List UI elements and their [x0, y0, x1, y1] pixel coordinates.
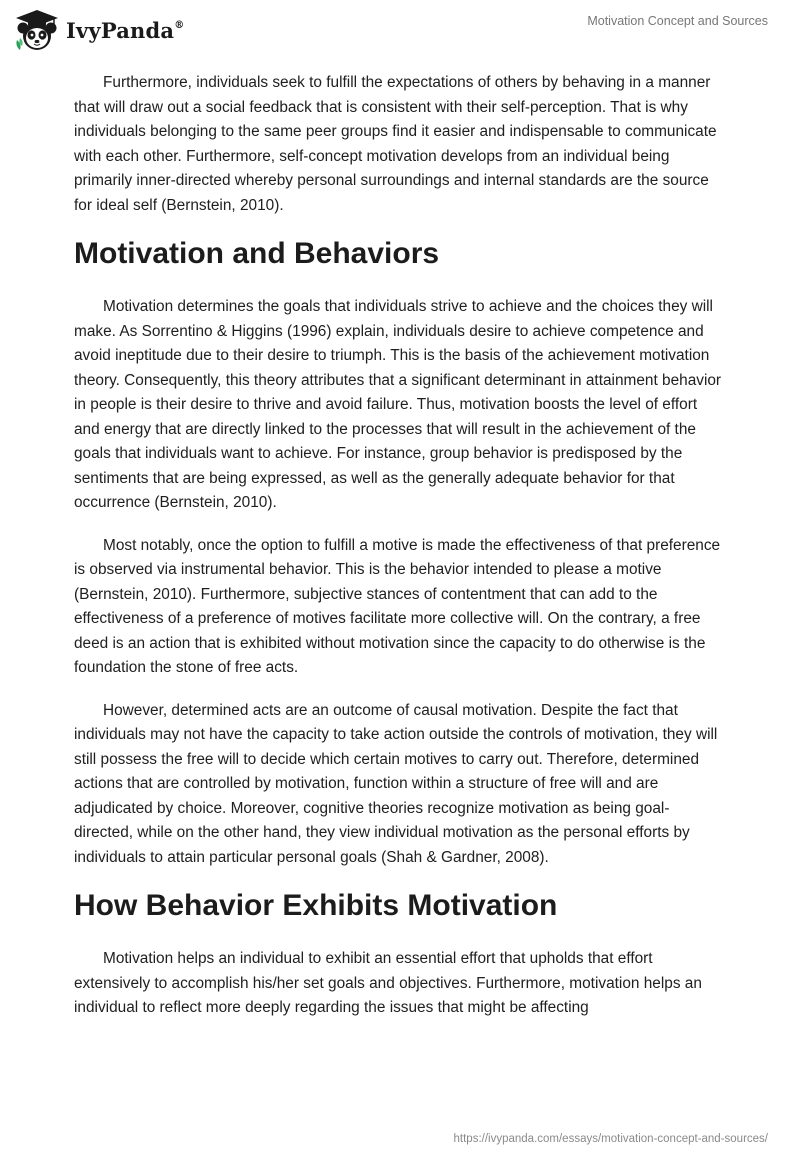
- paragraph: Motivation helps an individual to exhibit an essential effort that upholds that effort extensively to accomplish his/her set goals and objectives. Furthermore, motivation helps an individual to reflect more deeply regarding the issues that might be affecting: [74, 950, 702, 1016]
- section-heading: How Behavior Exhibits Motivation: [74, 889, 558, 922]
- brand-name: IvyPanda®: [66, 17, 185, 43]
- section-heading: Motivation and Behaviors: [74, 237, 440, 270]
- paragraph: Furthermore, individuals seek to fulfill the expectations of others by behaving in a manner that will draw out a social feedback that is consistent with their self-perception. That is why individuals belonging to the same peer groups find it easier and indispensable to communicate with each other. Furthermore, self-concept motivation develops from an individual being primarily inner-directed whereby personal surroundings and internal standards are the source for ideal self (Bernstein, 2010).: [74, 74, 717, 214]
- paragraph: However, determined acts are an outcome of causal motivation. Despite the fact that individuals may not have the capacity to take action outside the controls of motivation, they will still possess the free will to decide which certain motives to carry out. Therefore, determined actions that are controlled by motivation, function within a structure of free will and are adjudicated by choice. Moreover, cognitive theories recognize motivation as being goal-directed, while on the other hand, they view individual motivation as the personal efforts by individuals to attain particular personal goals (Shah & Gardner, 2008).: [74, 701, 718, 866]
- document-title: Motivation Concept and Sources: [587, 14, 768, 28]
- page-header: [0, 0, 800, 60]
- essay-content: [74, 71, 726, 1039]
- source-url[interactable]: https://ivypanda.com/essays/motivation-concept-and-sources/: [453, 1133, 768, 1145]
- paragraph: Motivation determines the goals that individuals strive to achieve and the choices they will make. As Sorrentino & Higgins (1996) explain, individuals desire to achieve competence and avoid ineptitude due to their desire to triumph. This is the basis of the achievement motivation theory. Consequently, this theory attributes that a significant determinant in attainment behavior in people is their desire to thrive and avoid failure. Thus, motivation boosts the level of effort and energy that are directly linked to the processes that will result in the achievement of the goals that individuals want to achieve. For instance, group behavior is predisposed by the sentiments that are being expressed, as well as the generally adequate behavior for that occurrence (Bernstein, 2010).: [74, 298, 722, 511]
- panda-graduate-icon: [14, 8, 60, 52]
- brand-logo[interactable]: [14, 8, 184, 52]
- paragraph: Most notably, once the option to fulfill a motive is made the effectiveness of that preference is observed via instrumental behavior. This is the behavior intended to please a motive (Bernstein, 2010). Furthermore, subjective stances of contentment that can add to the effectiveness of a preference of motives facilitate more collective will. On the contrary, a free deed is an action that is exhibited without motivation since the capacity to do otherwise is the foundation the stone of free acts.: [74, 536, 721, 676]
